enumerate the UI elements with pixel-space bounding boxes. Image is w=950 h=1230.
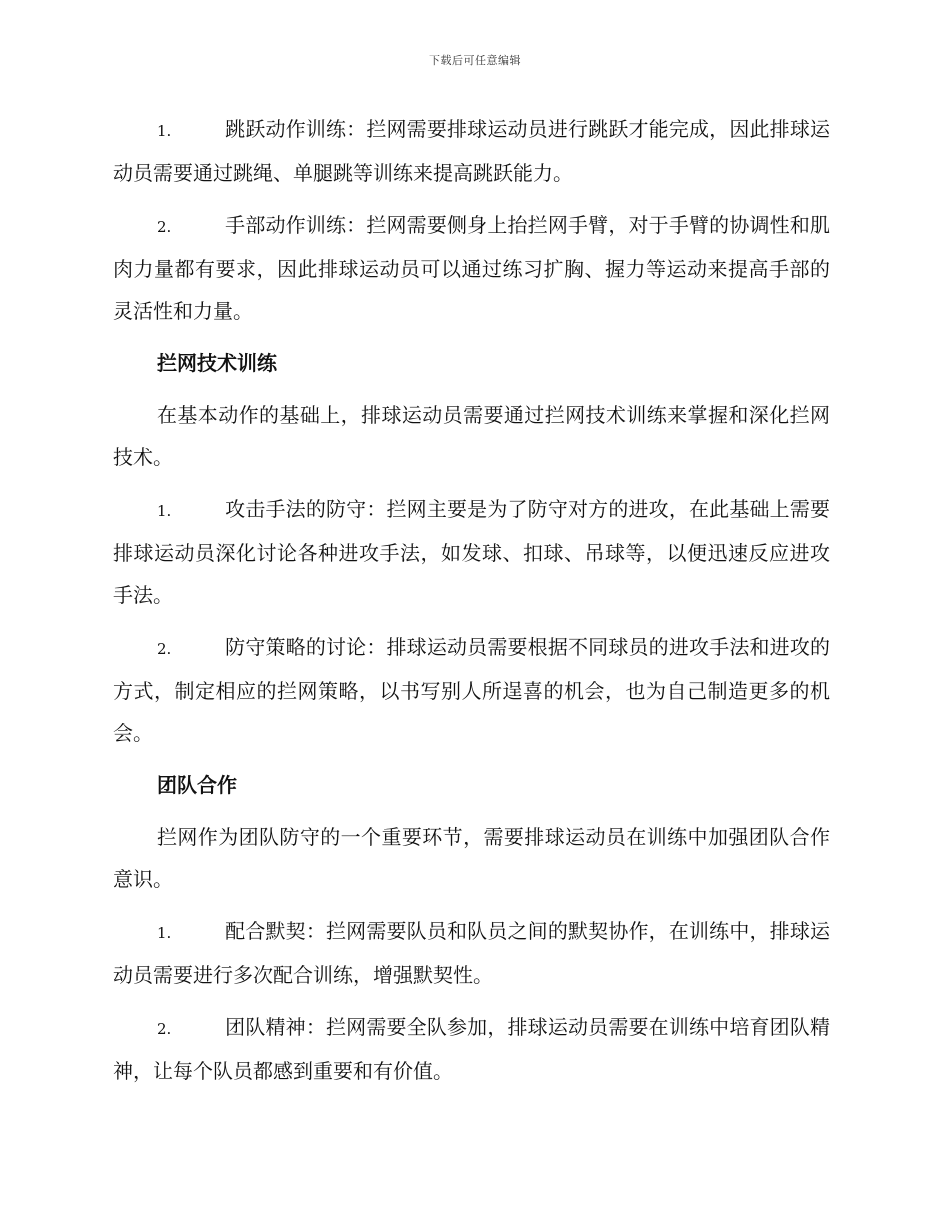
list-item-text: 团队精神：拦网需要全队参加，排球运动员需要在训练中培育团队精神，让每个队员都感到重要和有价值。 (113, 1015, 830, 1083)
section-paragraph-technique: 在基本动作的基础上，排球运动员需要通过拦网技术训练来掌握和深化拦网技术。 (113, 403, 830, 469)
section-paragraph-teamwork: 拦网作为团队防守的一个重要环节，需要排球运动员在训练中加强团队合作意识。 (113, 825, 830, 891)
list-item (113, 204, 830, 332)
list-item (113, 626, 830, 754)
list-number: 1. (157, 924, 172, 942)
page-header: 下载后可任意编辑 (429, 54, 521, 67)
section-heading-teamwork: 团队合作 (157, 773, 237, 797)
list-item-text: 配合默契：拦网需要队员和队员之间的默契协作，在训练中，排球运动员需要进行多次配合训练，增强默契性。 (113, 919, 830, 987)
list-item-text: 手部动作训练：拦网需要侧身上抬拦网手臂，对于手臂的协调性和肌肉力量都有要求，因此排球运动员可以通过练习扩胸、握力等运动来提高手部的灵活性和力量。 (113, 213, 830, 323)
list-item (113, 108, 830, 194)
list-item (113, 910, 830, 996)
list-number: 2. (157, 1020, 172, 1038)
list-item-text: 跳跃动作训练：拦网需要排球运动员进行跳跃才能完成，因此排球运动员需要通过跳绳、单腿跳等训练来提高跳跃能力。 (113, 117, 830, 185)
list-number: 2. (157, 640, 172, 658)
list-item (113, 488, 830, 616)
section-heading-technique: 拦网技术训练 (157, 351, 277, 375)
list-item (113, 1006, 830, 1092)
list-number: 2. (157, 218, 172, 236)
list-number: 1. (157, 122, 172, 140)
list-number: 1. (157, 502, 172, 520)
list-item-text: 攻击手法的防守：拦网主要是为了防守对方的进攻，在此基础上需要排球运动员深化讨论各种进攻手法，如发球、扣球、吊球等，以便迅速反应进攻手法。 (113, 497, 830, 607)
document-body (113, 108, 830, 1102)
list-item-text: 防守策略的讨论：排球运动员需要根据不同球员的进攻手法和进攻的方式，制定相应的拦网策略，以书写别人所逞喜的机会，也为自己制造更多的机会。 (113, 635, 830, 745)
